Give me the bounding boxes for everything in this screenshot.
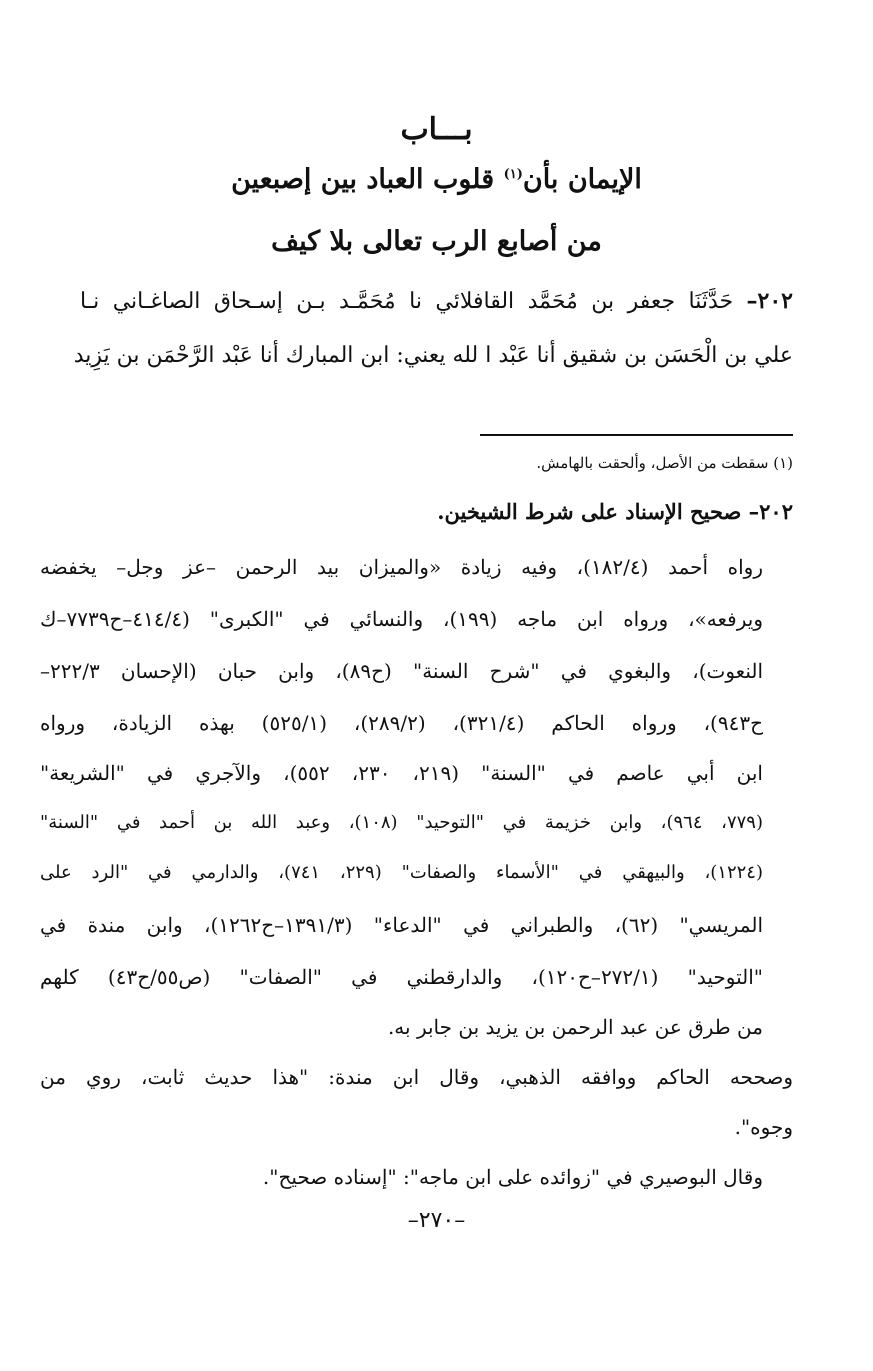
takhrij-para3: وقال البوصيري في "زوائده على ابن ماجه": "إسناده صحيح". (262, 1165, 763, 1189)
takhrij-line-9: "التوحيد" (٢٧٢/١–ح١٢٠)، والدارقطني في "الصفات" (ص٥٥/ح٤٣) كلهم (40, 965, 763, 989)
takhrij-line-6: (٧٧٩، ٩٦٤)، وابن خزيمة في "التوحيد" (١٠٨)، وعبد الله بن أحمد في "السنة" (40, 812, 764, 833)
chapter-title-part-2: قلوب العباد بين إصبعين (231, 164, 504, 195)
takhrij-line-10: من طرق عن عبد الرحمن بن يزيد بن جابر به. (387, 1015, 763, 1039)
takhrij-line-7: (١٢٢٤)، والبيهقي في "الأسماء والصفات" (٢٢٩، ٧٤١)، والدارمي في "الرد على (40, 862, 763, 883)
takhrij-para2-line-1: وصححه الحاكم ووافقه الذهبي، وقال ابن مندة: "هذا حديث ثابت، روي من (40, 1065, 793, 1089)
footnote-divider (480, 434, 793, 436)
takhrij-heading: ٢٠٢– صحيح الإسناد على شرط الشيخين. (437, 499, 793, 524)
takhrij-line-3: النعوت)، والبغوي في "شرح السنة" (ح٨٩)، وابن حبان (الإحسان ٢٢٢/٣– (40, 659, 764, 683)
hadith-line-1 (80, 284, 793, 319)
takhrij-line-8: المريسي" (٦٢)، والطبراني في "الدعاء" (١٣٩١/٣–ح١٢٦٢)، وابن مندة في (40, 913, 764, 937)
hadith-line-2: علي بن الْحَسَن بن شقيق أنا عَبْد ا لله يعني: ابن المبارك أنا عَبْد الرَّحْمَن بن يَزِيد (73, 343, 793, 368)
chapter-title-part-1: الإيمان بأن (522, 164, 642, 195)
chapter-title-line-2: من أصابع الرب تعالى بلا كيف (271, 226, 602, 257)
page-number: –٢٧٠– (407, 1208, 466, 1233)
footnote-text: (١) سقطت من الأصل، وألحقت بالهامش. (536, 454, 793, 472)
takhrij-para2-line-2: وجوه". (734, 1115, 793, 1139)
hadith-number: ٢٠٢– (746, 288, 793, 314)
takhrij-line-1: رواه أحمد (١٨٢/٤)، وفيه زيادة «والميزان بيد الرحمن –عز وجل– يخفضه (40, 555, 763, 579)
takhrij-line-2: ويرفعه»، ورواه ابن ماجه (١٩٩)، والنسائي في "الكبرى" (٤١٤/٤–ح٧٧٣٩–ك (40, 607, 763, 631)
chapter-heading: بـــاب (400, 112, 473, 147)
hadith-text-1: حَدَّثَنَا جعفر بن مُحَمَّد القافلائي نا مُحَمَّـد بـن إسـحاق الصاغـاني نـا (80, 289, 734, 314)
takhrij-line-4: ح٩٤٣)، ورواه الحاكم (٣٢١/٤)، (٢٨٩/٢)، (٥٢٥/١) بهذه الزيادة، ورواه (40, 711, 763, 735)
footnote-reference: (١) (503, 167, 523, 182)
chapter-title-line-1 (0, 164, 873, 195)
takhrij-line-5: ابن أبي عاصم في "السنة" (٢١٩، ٢٣٠، ٥٥٢)، والآجري في "الشريعة" (40, 761, 763, 785)
